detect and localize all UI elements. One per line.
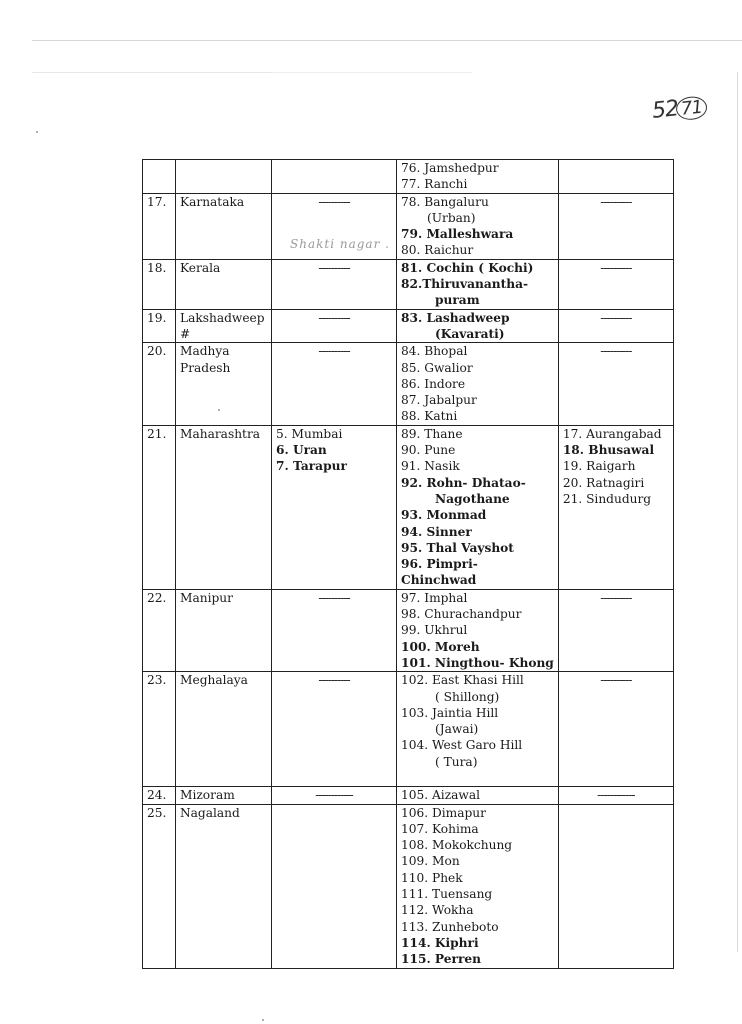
list-item: 103. Jaintia Hill <box>401 705 499 720</box>
list-item: (Urban) <box>427 210 476 225</box>
list-item: 21. Sindudurg <box>562 491 652 506</box>
list-item: 110. Phek <box>401 870 463 885</box>
faint-rule <box>272 72 472 73</box>
serial-number: 20. <box>143 343 176 425</box>
table-row <box>143 672 674 787</box>
list-item: 90. Pune <box>401 443 456 458</box>
table-row <box>143 343 674 425</box>
list-item: 98. Churachandpur <box>401 607 522 622</box>
column-b-cell <box>397 787 559 804</box>
list-item: 111. Tuensang <box>401 887 493 902</box>
column-c-cell: ---------- <box>558 309 673 343</box>
serial-number: 21. <box>143 425 176 589</box>
serial-number: 25. <box>143 804 176 968</box>
column-a-cell <box>272 804 397 968</box>
column-b-cell <box>397 309 559 343</box>
list-item: 6. Uran <box>276 443 327 458</box>
list-item: 82.Thiruvanantha- <box>401 277 529 292</box>
list-item: 100. Moreh <box>401 639 480 654</box>
column-a-cell: ---------- <box>272 589 397 671</box>
list-item: 20. Ratnagiri <box>562 475 645 490</box>
column-c-cell: ---------- <box>558 589 673 671</box>
list-item: 94. Sinner <box>401 524 472 539</box>
list-item: 7. Tarapur <box>276 459 347 474</box>
column-a-cell: ---------- <box>272 259 397 309</box>
table-row <box>143 193 674 259</box>
state-name: Madhya Pradesh <box>176 343 272 425</box>
column-c-cell <box>558 160 673 194</box>
column-c-cell <box>558 804 673 968</box>
list-item: 93. Monmad <box>401 508 487 523</box>
list-item: 105. Aizawal <box>401 788 480 803</box>
column-c-cell: ---------- <box>558 259 673 309</box>
state-name: Karnataka <box>176 193 272 259</box>
scan-speck <box>36 131 38 133</box>
faint-rule <box>32 72 272 73</box>
table-row <box>143 425 674 589</box>
handwritten-note: Shakti nagar . <box>290 237 390 251</box>
state-name: Manipur <box>176 589 272 671</box>
column-c-cell: ---------- <box>558 343 673 425</box>
list-item: ( Shillong) <box>435 689 500 704</box>
list-item: 88. Katni <box>401 409 458 424</box>
list-item: 97. Imphal <box>401 590 468 605</box>
state-name <box>176 160 272 194</box>
column-a-cell <box>272 425 397 589</box>
scan-speck <box>218 409 220 411</box>
list-item: 5. Mumbai <box>276 426 343 441</box>
list-item: 115. Perren <box>401 952 481 967</box>
list-item: 99. Ukhrul <box>401 623 468 638</box>
list-item: 96. Pimpri- <box>401 557 478 572</box>
column-b-cell <box>397 343 559 425</box>
table-row <box>143 309 674 343</box>
state-name: Kerala <box>176 259 272 309</box>
list-item: 107. Kohima <box>401 821 479 836</box>
states-table <box>142 159 674 969</box>
list-item: 18. Bhusawal <box>562 443 655 458</box>
column-b-cell <box>397 804 559 968</box>
list-item: 87. Jabalpur <box>401 393 477 408</box>
list-item: 92. Rohn- Dhatao- <box>401 475 526 490</box>
list-item <box>401 770 554 786</box>
list-item: 84. Bhopal <box>401 344 468 359</box>
table-row <box>143 259 674 309</box>
serial-number: 19. <box>143 309 176 343</box>
list-item: 19. Raigarh <box>562 459 636 474</box>
list-item: 109. Mon <box>401 854 460 869</box>
column-b-cell <box>397 672 559 787</box>
list-item: 95. Thal Vayshot <box>401 540 514 555</box>
table-row <box>143 804 674 968</box>
page-edge <box>737 72 738 952</box>
list-item: 17. Aurangabad <box>562 426 662 441</box>
list-item: 91. Nasik <box>401 459 460 474</box>
list-item: 104. West Garo Hill <box>401 738 523 753</box>
serial-number <box>143 160 176 194</box>
column-a-cell: ---------- <box>272 343 397 425</box>
list-item: 77. Ranchi <box>401 177 468 192</box>
list-item: Chinchwad <box>401 573 477 588</box>
column-b-cell <box>397 259 559 309</box>
serial-number: 17. <box>143 193 176 259</box>
serial-number: 24. <box>143 787 176 804</box>
list-item: 101. Ningthou- Khong <box>401 655 554 670</box>
column-a-cell: ------------ <box>272 787 397 804</box>
list-item: Nagothane <box>435 491 510 506</box>
list-item: 78. Bangaluru <box>401 194 489 209</box>
list-item: 81. Cochin ( Kochi) <box>401 260 534 275</box>
state-name: Maharashtra <box>176 425 272 589</box>
column-b-cell <box>397 425 559 589</box>
column-b-cell <box>397 589 559 671</box>
list-item: 106. Dimapur <box>401 805 486 820</box>
list-item: 79. Malleshwara <box>401 227 514 242</box>
state-name: Nagaland <box>176 804 272 968</box>
list-item: puram <box>435 293 480 308</box>
table-row <box>143 160 674 194</box>
column-a-cell: ---------- <box>272 309 397 343</box>
serial-number: 18. <box>143 259 176 309</box>
column-a-cell: ---------- <box>272 193 397 259</box>
serial-number: 22. <box>143 589 176 671</box>
page-number-annotation: 5271 <box>651 93 708 124</box>
column-a-cell <box>272 160 397 194</box>
state-name: Meghalaya <box>176 672 272 787</box>
column-b-cell <box>397 193 559 259</box>
column-c-cell: ---------- <box>558 193 673 259</box>
list-item: 89. Thane <box>401 426 463 441</box>
table-row <box>143 787 674 804</box>
list-item: 114. Kiphri <box>401 935 479 950</box>
column-c-cell: ------------ <box>558 787 673 804</box>
column-c-cell: ---------- <box>558 672 673 787</box>
list-item: ( Tura) <box>435 754 478 769</box>
top-rule <box>32 40 742 41</box>
column-b-cell <box>397 160 559 194</box>
column-a-cell: ---------- <box>272 672 397 787</box>
list-item: (Kavarati) <box>435 326 505 341</box>
column-c-cell <box>558 425 673 589</box>
list-item: 85. Gwalior <box>401 360 473 375</box>
list-item: 108. Mokokchung <box>401 838 513 853</box>
list-item: 83. Lashadweep <box>401 310 510 325</box>
list-item: (Jawai) <box>435 722 479 737</box>
table-row <box>143 589 674 671</box>
state-name: Lakshadweep # <box>176 309 272 343</box>
serial-number: 23. <box>143 672 176 787</box>
list-item: 102. East Khasi Hill <box>401 673 524 688</box>
list-item: 86. Indore <box>401 376 466 391</box>
list-item: 76. Jamshedpur <box>401 161 499 175</box>
list-item: 80. Raichur <box>401 243 474 258</box>
list-item: 112. Wokha <box>401 903 474 918</box>
list-item: 113. Zunheboto <box>401 919 499 934</box>
state-name: Mizoram <box>176 787 272 804</box>
scan-speck <box>262 1019 264 1021</box>
